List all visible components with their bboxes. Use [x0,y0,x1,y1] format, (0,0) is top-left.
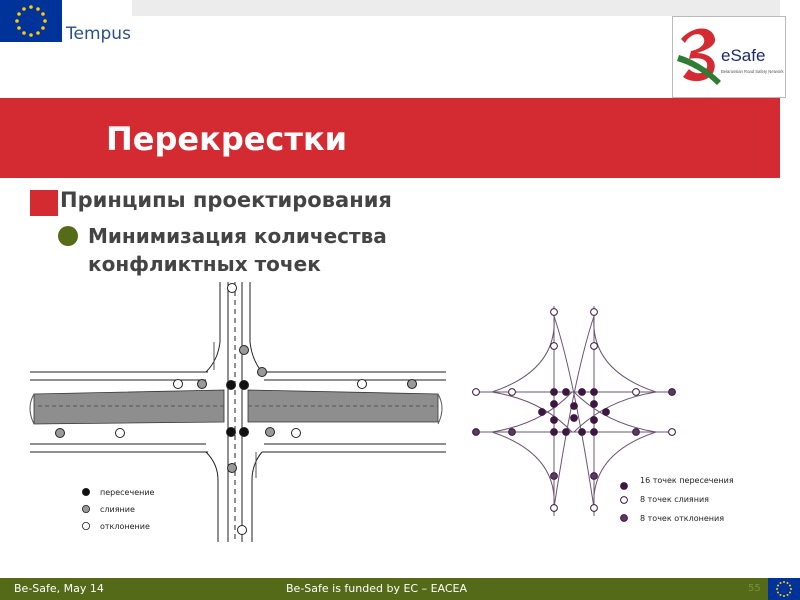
legend-diverging-marker-icon [82,522,89,529]
legend-right-item: 8 точек отклонения [640,514,724,523]
legend-left-item: пересечение [100,488,155,497]
legend-left-item: слияние [100,505,135,514]
bullet-level2-line1: Минимизация количества [88,224,387,248]
footer-funding: Be-Safe is funded by EC – EACEA [286,582,468,595]
conflict-points-diagram [462,296,792,528]
bullet-level2-line2: конфликтных точек [88,252,321,276]
bullet-dot-icon [58,226,78,246]
bullet-square-icon [30,190,58,216]
page-number: 55 [748,583,761,594]
bullet-level1: Принципы проектирования [60,188,392,212]
legend-crossing-marker-icon [82,488,89,495]
bullet-level2 [88,222,448,278]
esafe-logo-word: eSafe [721,46,766,65]
intersection-plan-diagram [28,280,448,544]
page-title: Перекрестки [106,120,348,158]
footer-date: Be-Safe, May 14 [14,582,104,595]
tempus-logo-text: Tempus [66,24,131,44]
legend-diverge-point-icon [621,515,628,522]
legend-crossing-point-icon [621,483,628,490]
legend-left-item: отклонение [100,522,150,531]
legend-merge-point-icon [621,497,628,504]
legend-right-item: 8 точек слияния [640,495,709,504]
header-strip [132,0,780,16]
eu-flag-small-icon [768,578,800,600]
legend-merging-marker-icon [82,505,89,512]
esafe-logo-subtitle: Belarussian Road Safety Network [721,69,784,74]
eu-flag-icon [0,0,62,42]
esafe-logo-icon [673,17,785,97]
esafe-logo [672,16,786,98]
legend-right-item: 16 точек пересечения [640,476,734,485]
